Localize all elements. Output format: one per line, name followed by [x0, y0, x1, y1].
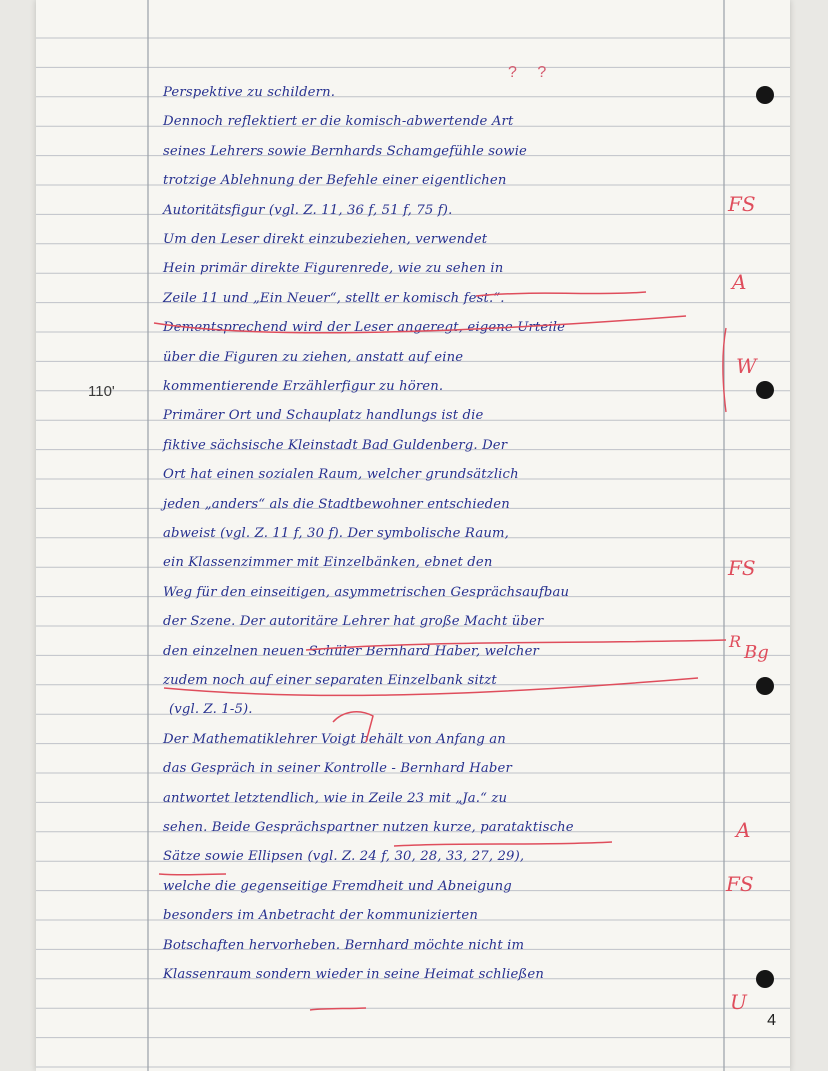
margin-mark-6: Bg — [744, 642, 769, 663]
text-line: antwortet letztendlich, wie in Zeile 23 mit „Ja.“ zu — [163, 790, 508, 806]
question-marks: ? ? — [508, 64, 555, 81]
text-line: Botschaften hervorheben. Bernhard möchte nicht im — [163, 937, 525, 953]
page-number: 4 — [767, 1012, 776, 1029]
text-line: über die Figuren zu ziehen, anstatt auf eine — [163, 349, 464, 365]
text-line: besonders im Anbetracht der kommunizierten — [163, 908, 479, 924]
text-line: Weg für den einseitigen, asymmetrischen Gesprächsaufbau — [163, 584, 570, 600]
correction-strokes — [36, 0, 790, 1071]
text-line: seines Lehrers sowie Bernhards Schamgefühle sowie — [163, 143, 528, 159]
margin-mark-9: U — [730, 990, 747, 1014]
time-note: 110' — [88, 383, 115, 400]
text-line: abweist (vgl. Z. 11 f, 30 f). Der symbolische Raum, — [163, 526, 509, 541]
text-line: Der Mathematiklehrer Voigt behält von Anfang an — [163, 731, 506, 747]
notebook-page — [36, 0, 790, 1071]
text-line: der Szene. Der autoritäre Lehrer hat große Macht über — [163, 614, 544, 630]
punch-hole — [756, 381, 774, 399]
text-line: Primärer Ort und Schauplatz handlungs ist die — [163, 408, 484, 424]
text-line: das Gespräch in seiner Kontrolle - Bernhard Haber — [163, 761, 512, 777]
text-line: Zeile 11 und „Ein Neuer“, stellt er komisch fest.“. — [163, 290, 505, 306]
text-line: Hein primär direkte Figurenrede, wie zu sehen in — [163, 261, 504, 277]
text-line: sehen. Beide Gesprächspartner nutzen kurze, parataktische — [163, 820, 574, 835]
punch-hole — [756, 970, 774, 988]
text-line: Um den Leser direkt einzubeziehen, verwendet — [163, 232, 488, 247]
text-line: Autoritätsfigur (vgl. Z. 11, 36 f, 51 f, 75 f). — [163, 202, 453, 218]
text-line: welche die gegenseitige Fremdheit und Abneigung — [163, 878, 512, 894]
text-line: Perspektive zu schildern. — [163, 85, 336, 100]
margin-mark-4: FS — [728, 556, 756, 580]
text-line: (vgl. Z. 1-5). — [169, 702, 253, 718]
text-line: jeden „anders“ als die Stadtbewohner entschieden — [163, 496, 510, 512]
text-line: trotzige Ablehnung der Befehle einer eigentlichen — [163, 173, 507, 189]
margin-mark-8: FS — [726, 872, 754, 896]
margin-mark-2: A — [732, 270, 747, 294]
margin-mark-1: FS — [728, 192, 756, 216]
punch-hole — [756, 86, 774, 104]
text-line: fiktive sächsische Kleinstadt Bad Guldenberg. Der — [163, 437, 508, 453]
margin-mark-7: A — [736, 818, 751, 842]
margin-mark-5: R — [729, 632, 742, 651]
text-line: ein Klassenzimmer mit Einzelbänken, ebnet den — [163, 555, 493, 571]
text-line: Dementsprechend wird der Leser angeregt, eigene Urteile — [163, 320, 566, 336]
punch-hole — [756, 677, 774, 695]
text-line: Ort hat einen sozialen Raum, welcher grundsätzlich — [163, 467, 519, 483]
text-line: zudem noch auf einer separaten Einzelbank sitzt — [163, 673, 497, 688]
text-line: den einzelnen neuen Schüler Bernhard Haber, welcher — [163, 643, 539, 659]
text-line: Sätze sowie Ellipsen (vgl. Z. 24 f, 30, 28, 33, 27, 29), — [163, 849, 525, 865]
text-line: Klassenraum sondern wieder in seine Heimat schließen — [163, 967, 544, 982]
text-line: Dennoch reflektiert er die komisch-abwertende Art — [163, 114, 514, 130]
margin-mark-3: W — [736, 354, 757, 378]
text-line: kommentierende Erzählerfigur zu hören. — [163, 379, 444, 394]
